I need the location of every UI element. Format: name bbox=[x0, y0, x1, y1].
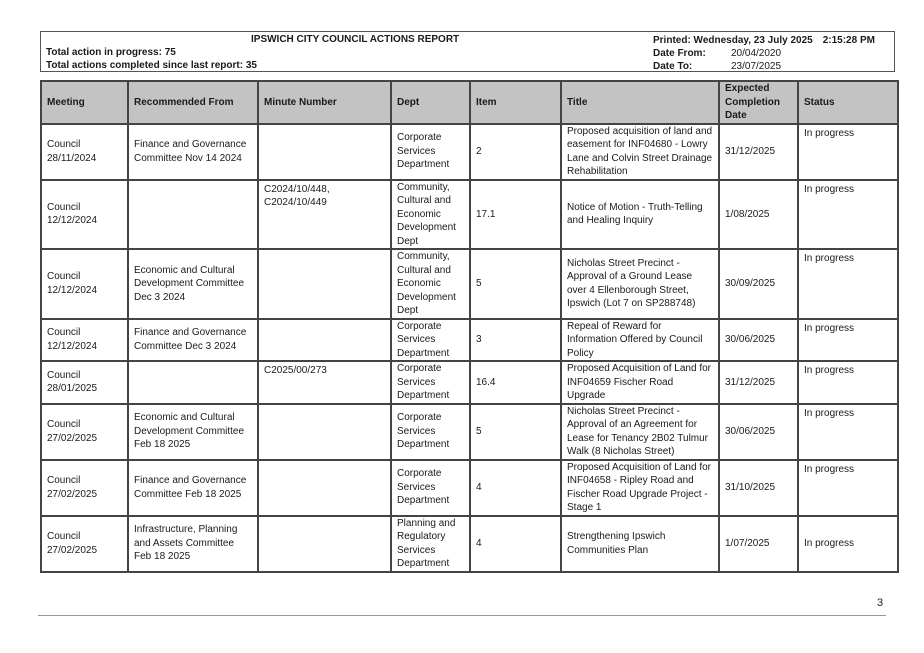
minute-number-cell bbox=[258, 404, 391, 460]
minute-number-cell bbox=[258, 460, 391, 516]
col-header-expected-completion-date: Expected Completion Date bbox=[719, 81, 798, 124]
table-row bbox=[41, 180, 898, 250]
recommended-from-cell: Economic and Cultural Development Committee Feb 18 2025 bbox=[128, 404, 258, 460]
minute-number-cell bbox=[258, 319, 391, 362]
item-cell: 5 bbox=[470, 249, 561, 319]
recommended-from-cell bbox=[128, 361, 258, 404]
meeting-cell: Council 27/02/2025 bbox=[41, 516, 128, 572]
recommended-from-cell: Finance and Governance Committee Dec 3 2024 bbox=[128, 319, 258, 362]
meeting-cell: Council 27/02/2025 bbox=[41, 404, 128, 460]
col-header-item: Item bbox=[470, 81, 561, 124]
item-cell: 3 bbox=[470, 319, 561, 362]
expected-completion-cell: 31/12/2025 bbox=[719, 361, 798, 404]
expected-completion-cell: 30/09/2025 bbox=[719, 249, 798, 319]
recommended-from-cell: Finance and Governance Committee Nov 14 2024 bbox=[128, 124, 258, 180]
dept-cell: Planning and Regulatory Services Department bbox=[391, 516, 470, 572]
minute-number-cell: C2025/00/273 bbox=[258, 361, 391, 404]
status-cell: In progress bbox=[798, 180, 898, 250]
title-cell: Proposed acquisition of land and easement for INF04680 - Lowry Lane and Colvin Street Drainage Rehabilitation bbox=[561, 124, 719, 180]
dept-cell: Corporate Services Department bbox=[391, 404, 470, 460]
actions-table bbox=[40, 80, 899, 573]
expected-completion-cell: 30/06/2025 bbox=[719, 404, 798, 460]
report-title: IPSWICH CITY COUNCIL ACTIONS REPORT bbox=[251, 34, 460, 45]
minute-number-cell: C2024/10/448, C2024/10/449 bbox=[258, 180, 391, 250]
item-cell: 5 bbox=[470, 404, 561, 460]
total-in-progress: Total action in progress: 75 bbox=[46, 47, 176, 58]
table-row bbox=[41, 460, 898, 516]
date-to-label: Date To: bbox=[653, 61, 693, 72]
dept-cell: Corporate Services Department bbox=[391, 460, 470, 516]
title-cell: Nicholas Street Precinct - Approval of a Ground Lease over 4 Ellenborough Street, Ipswich (Lot 7 on SP288748) bbox=[561, 249, 719, 319]
minute-number-cell bbox=[258, 516, 391, 572]
title-cell: Repeal of Reward for Information Offered by Council Policy bbox=[561, 319, 719, 362]
dept-cell: Community, Cultural and Economic Development Dept bbox=[391, 249, 470, 319]
minute-number-cell bbox=[258, 249, 391, 319]
table-row bbox=[41, 249, 898, 319]
meeting-cell: Council 27/02/2025 bbox=[41, 460, 128, 516]
col-header-meeting: Meeting bbox=[41, 81, 128, 124]
report-meta bbox=[653, 34, 875, 73]
expected-completion-cell: 30/06/2025 bbox=[719, 319, 798, 362]
status-cell: In progress bbox=[798, 319, 898, 362]
col-header-minute-number: Minute Number bbox=[258, 81, 391, 124]
recommended-from-cell: Economic and Cultural Development Committee Dec 3 2024 bbox=[128, 249, 258, 319]
date-to-row bbox=[653, 60, 875, 73]
minute-number-cell bbox=[258, 124, 391, 180]
item-cell: 4 bbox=[470, 460, 561, 516]
expected-completion-cell: 31/12/2025 bbox=[719, 124, 798, 180]
printed-row bbox=[653, 34, 875, 47]
table-row bbox=[41, 361, 898, 404]
dept-cell: Corporate Services Department bbox=[391, 361, 470, 404]
table-row bbox=[41, 319, 898, 362]
meeting-cell: Council 28/11/2024 bbox=[41, 124, 128, 180]
col-header-recommended-from: Recommended From bbox=[128, 81, 258, 124]
meeting-cell: Council 12/12/2024 bbox=[41, 180, 128, 250]
recommended-from-cell bbox=[128, 180, 258, 250]
footer-divider bbox=[38, 615, 886, 616]
col-header-status: Status bbox=[798, 81, 898, 124]
col-header-dept: Dept bbox=[391, 81, 470, 124]
date-from-label: Date From: bbox=[653, 48, 706, 59]
date-to-value: 23/07/2025 bbox=[731, 61, 782, 72]
item-cell: 16.4 bbox=[470, 361, 561, 404]
col-header-title: Title bbox=[561, 81, 719, 124]
status-cell: In progress bbox=[798, 404, 898, 460]
date-from-value: 20/04/2020 bbox=[731, 48, 782, 59]
expected-completion-cell: 1/07/2025 bbox=[719, 516, 798, 572]
title-cell: Proposed Acquisition of Land for INF04659 Fischer Road Upgrade bbox=[561, 361, 719, 404]
item-cell: 4 bbox=[470, 516, 561, 572]
item-cell: 2 bbox=[470, 124, 561, 180]
expected-completion-cell: 1/08/2025 bbox=[719, 180, 798, 250]
recommended-from-cell: Finance and Governance Committee Feb 18 2025 bbox=[128, 460, 258, 516]
status-cell: In progress bbox=[798, 361, 898, 404]
dept-cell: Corporate Services Department bbox=[391, 124, 470, 180]
report-header bbox=[40, 31, 895, 72]
status-cell: In progress bbox=[798, 249, 898, 319]
total-completed: Total actions completed since last report: 35 bbox=[46, 60, 257, 71]
meeting-cell: Council 12/12/2024 bbox=[41, 249, 128, 319]
item-cell: 17.1 bbox=[470, 180, 561, 250]
table-header-row bbox=[41, 81, 898, 124]
printed-time: 2:15:28 PM bbox=[822, 35, 875, 46]
title-cell: Notice of Motion - Truth-Telling and Healing Inquiry bbox=[561, 180, 719, 250]
table-row bbox=[41, 124, 898, 180]
printed-date: Printed: Wednesday, 23 July 2025 bbox=[653, 35, 813, 46]
page-number: 3 bbox=[877, 597, 884, 609]
status-cell: In progress bbox=[798, 516, 898, 572]
status-cell: In progress bbox=[798, 124, 898, 180]
table-row bbox=[41, 404, 898, 460]
dept-cell: Corporate Services Department bbox=[391, 319, 470, 362]
date-from-row bbox=[653, 47, 875, 60]
meeting-cell: Council 12/12/2024 bbox=[41, 319, 128, 362]
meeting-cell: Council 28/01/2025 bbox=[41, 361, 128, 404]
title-cell: Strengthening Ipswich Communities Plan bbox=[561, 516, 719, 572]
table-row bbox=[41, 516, 898, 572]
title-cell: Proposed Acquisition of Land for INF04658 - Ripley Road and Fischer Road Upgrade Project - Stage 1 bbox=[561, 460, 719, 516]
title-cell: Nicholas Street Precinct - Approval of an Agreement for Lease for Tenancy 2B02 Tulmur Walk (8 Nicholas Street) bbox=[561, 404, 719, 460]
recommended-from-cell: Infrastructure, Planning and Assets Committee Feb 18 2025 bbox=[128, 516, 258, 572]
dept-cell: Community, Cultural and Economic Development Dept bbox=[391, 180, 470, 250]
expected-completion-cell: 31/10/2025 bbox=[719, 460, 798, 516]
status-cell: In progress bbox=[798, 460, 898, 516]
